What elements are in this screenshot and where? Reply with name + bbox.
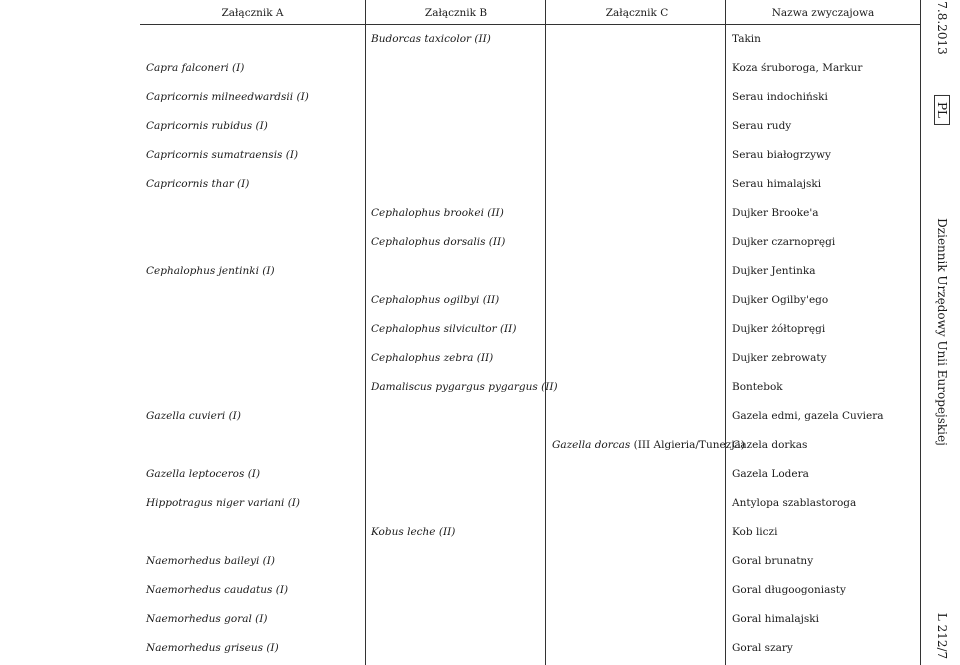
appendix-a-entry: Naemorhedus baileyi (I) xyxy=(146,555,276,567)
appendix-a-entry: Capricornis thar (I) xyxy=(146,178,250,190)
common-name-entry: Goral himalajski xyxy=(732,613,820,625)
appendix-a-entry: Naemorhedus goral (I) xyxy=(146,613,268,625)
common-name-entry: Bontebok xyxy=(732,381,783,393)
common-name-entry: Dujker czarnopręgi xyxy=(732,236,836,248)
species-table-body xyxy=(140,24,920,662)
table-row xyxy=(140,169,920,198)
appendix-a-entry: Cephalophus jentinki (I) xyxy=(146,265,275,277)
common-name-entry: Antylopa szablastoroga xyxy=(732,497,857,509)
common-name-entry: Dujker Ogilby'ego xyxy=(732,294,829,306)
header-appendix-a: Załącznik A xyxy=(221,7,284,19)
table-row xyxy=(140,575,920,604)
common-name-entry: Serau himalajski xyxy=(732,178,822,190)
common-name-entry: Takin xyxy=(732,33,761,45)
table-row xyxy=(140,459,920,488)
common-name-entry: Dujker żółtopręgi xyxy=(732,323,826,335)
appendix-a-entry: Capra falconeri (I) xyxy=(146,62,245,74)
language-badge: PL xyxy=(934,95,950,125)
appendix-a-entry: Capricornis rubidus (I) xyxy=(146,120,268,132)
appendix-a-entry: Gazella cuvieri (I) xyxy=(146,410,241,422)
appendix-a-entry: Naemorhedus griseus (I) xyxy=(146,642,279,654)
common-name-entry: Goral szary xyxy=(732,642,793,654)
common-name-entry: Kob liczi xyxy=(732,526,778,538)
appendix-a-entry: Capricornis milneedwardsii (I) xyxy=(146,91,309,103)
appendix-a-entry: Capricornis sumatraensis (I) xyxy=(146,149,299,161)
appendix-a-entry: Naemorhedus caudatus (I) xyxy=(146,584,289,596)
common-name-entry: Gazela Lodera xyxy=(732,468,809,480)
appendix-b-entry: Cephalophus dorsalis (II) xyxy=(371,236,506,248)
table-row xyxy=(140,343,920,372)
header-common-name: Nazwa zwyczajowa xyxy=(771,7,875,19)
table-header xyxy=(140,0,920,25)
appendix-a-entry: Gazella leptoceros (I) xyxy=(146,468,261,480)
margin-header xyxy=(924,0,960,665)
common-name-entry: Koza śruboroga, Markur xyxy=(732,62,863,74)
appendix-a-entry: Hippotragus niger variani (I) xyxy=(146,497,301,509)
table-row xyxy=(140,430,920,459)
appendix-b-entry: Cephalophus ogilbyi (II) xyxy=(371,294,500,306)
table-row xyxy=(140,546,920,575)
table-row xyxy=(140,517,920,546)
page-number: L 212/7 xyxy=(935,612,949,660)
appendix-c-note: (III Algieria/Tunezja) xyxy=(630,439,745,451)
appendix-b-entry: Cephalophus zebra (II) xyxy=(371,352,494,364)
table-row xyxy=(140,198,920,227)
table-row xyxy=(140,372,920,401)
header-appendix-b: Załącznik B xyxy=(424,7,488,19)
table-row xyxy=(140,256,920,285)
journal-title: Dziennik Urzędowy Unii Europejskiej xyxy=(935,218,949,446)
common-name-entry: Dujker zebrowaty xyxy=(732,352,827,364)
table-row xyxy=(140,111,920,140)
table-row xyxy=(140,488,920,517)
table-row xyxy=(140,24,920,53)
common-name-entry: Serau białogrzywy xyxy=(732,149,831,161)
table-row xyxy=(140,285,920,314)
appendix-b-entry: Damaliscus pygargus pygargus (II) xyxy=(371,381,558,393)
common-name-entry: Serau rudy xyxy=(732,120,792,132)
appendix-b-entry: Cephalophus silvicultor (II) xyxy=(371,323,517,335)
common-name-entry: Dujker Brooke'a xyxy=(732,207,819,219)
appendix-b-entry: Kobus leche (II) xyxy=(371,526,456,538)
common-name-entry: Dujker Jentinka xyxy=(732,265,816,277)
table-row xyxy=(140,53,920,82)
table-row xyxy=(140,633,920,662)
common-name-entry: Goral długoogoniasty xyxy=(732,584,846,596)
publication-date: 7.8.2013 xyxy=(935,1,949,55)
table-row xyxy=(140,401,920,430)
common-name-entry: Gazela edmi, gazela Cuviera xyxy=(732,410,884,422)
table-row xyxy=(140,140,920,169)
appendix-c-entry xyxy=(552,439,745,451)
table-row xyxy=(140,604,920,633)
appendix-b-entry: Cephalophus brookei (II) xyxy=(371,207,504,219)
page-margin-divider xyxy=(920,0,921,665)
common-name-entry: Goral brunatny xyxy=(732,555,814,567)
appendix-b-entry: Budorcas taxicolor (II) xyxy=(371,33,491,45)
table-row xyxy=(140,314,920,343)
table-row xyxy=(140,227,920,256)
appendix-c-species: Gazella dorcas xyxy=(552,439,631,451)
common-name-entry: Gazela dorkas xyxy=(732,439,808,451)
header-appendix-c: Załącznik C xyxy=(605,7,669,19)
common-name-entry: Serau indochiński xyxy=(732,91,828,103)
table-row xyxy=(140,82,920,111)
